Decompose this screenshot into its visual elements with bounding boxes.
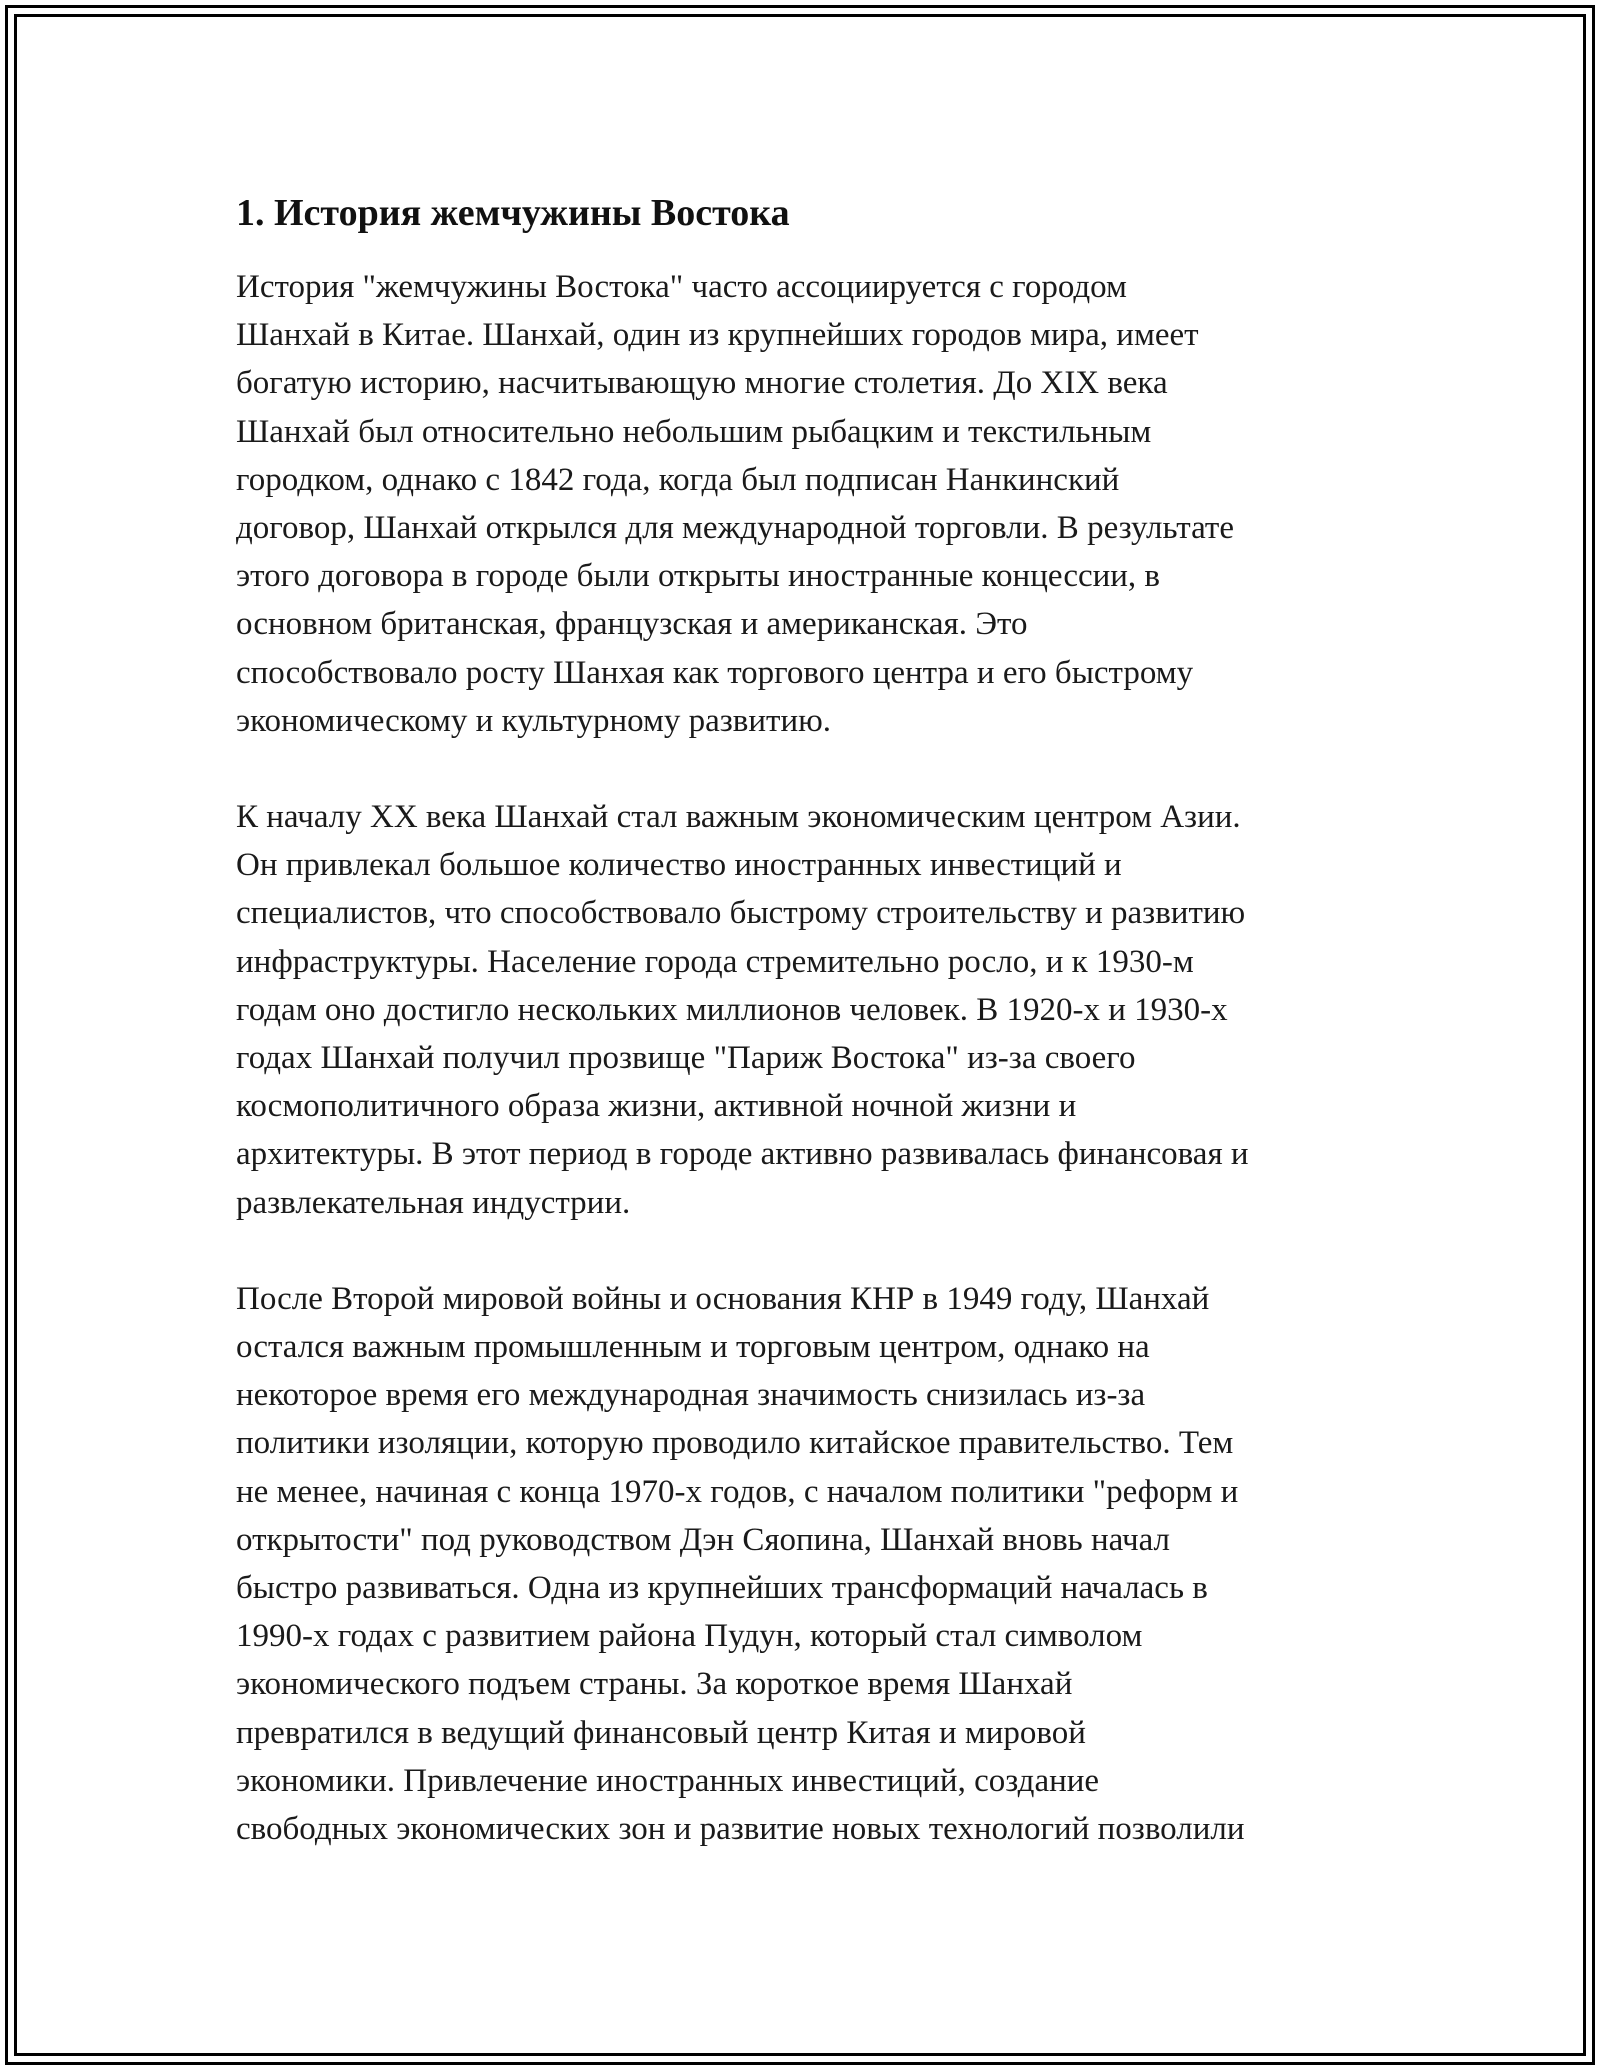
section-title: 1. История жемчужины Востока	[236, 192, 790, 234]
paragraph-2: К началу XX века Шанхай стал важным экономическим центром Азии. Он привлекал большое количество иностранных инвестиций и специалистов, что способствовало быстрому строительству и развитию инфраструктуры. Население города стремительно росло, и к 1930-м годам оно достигло нескольких миллионов человек. В 1920-х и 1930-х годах Шанхай получил прозвище "Париж Востока" из-за своего космополитичного образа жизни, активной ночной жизни и архитектуры. В этот период в городе активно развивалась финансовая и развлекательная индустрии.	[236, 799, 1249, 1221]
paragraph-3: После Второй мировой войны и основания КНР в 1949 году, Шанхай остался важным промышленным и торговым центром, однако на некоторое время его международная значимость снизилась из-за политики изоляции, которую проводило китайское правительство. Тем не менее, начиная с конца 1970-х годов, с началом политики "реформ и открытости" под руководством Дэн Сяопина, Шанхай вновь начал быстро развиваться. Одна из крупнейших трансформаций началась в 1990-х годах с развитием района Пудун, который стал символом экономического подъем страны. За короткое время Шанхай превратился в ведущий финансовый центр Китая и мировой экономики. Привлечение иностранных инвестиций, создание свободных экономических зон и развитие новых технологий позволили	[236, 1280, 1245, 1848]
document-body	[236, 185, 1376, 1901]
paragraph-1: История "жемчужины Востока" часто ассоциируется с городом Шанхай в Китае. Шанхай, один из крупнейших городов мира, имеет богатую историю, насчитывающую многие столетия. До XIX века Шанхай был относительно небольшим рыбацким и текстильным городком, однако с 1842 года, когда был подписан Нанкинский договор, Шанхай открылся для международной торговли. В результате этого договора в городе были открыты иностранные концессии, в основном британская, французская и американская. Это способствовало росту Шанхая как торгового центра и его быстрому экономическому и культурному развитию.	[236, 269, 1234, 739]
